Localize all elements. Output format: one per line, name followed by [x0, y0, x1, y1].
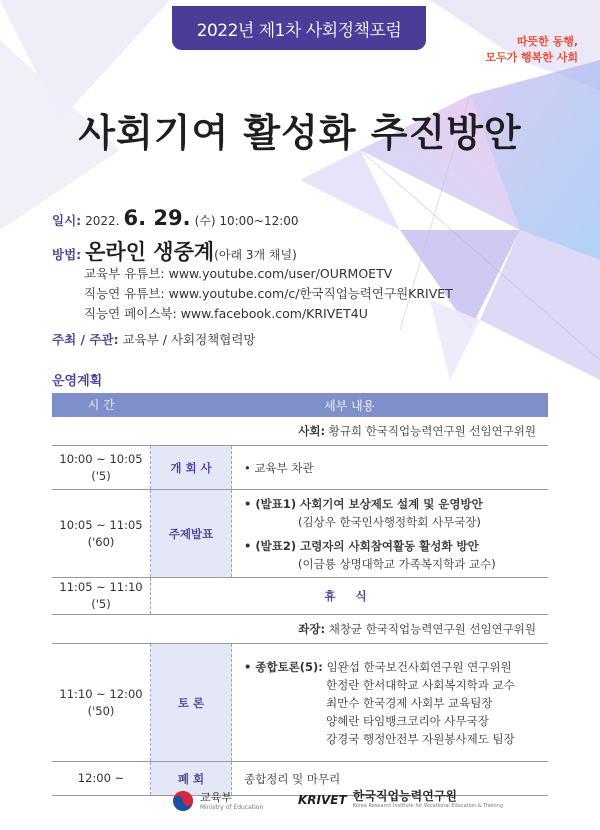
time-cell: [52, 578, 151, 615]
panelist-0: 임완섭 한국보건사회연구원 연구위원: [326, 659, 512, 674]
date-year: 2022.: [85, 214, 120, 228]
krivet-mark: KRIVET: [298, 792, 347, 807]
krivet-logo: [298, 790, 503, 809]
section-title: 운영계획: [52, 374, 103, 389]
panelist-3: 양혜란 타임뱅크코리아 사무국장: [326, 713, 489, 728]
presenter-1: (김상우 한국인사행정학회 사무국장): [298, 514, 481, 529]
host-line: [52, 330, 255, 348]
moe-name: 교육부: [200, 790, 232, 804]
method-label: 방법:: [52, 247, 82, 262]
time-range: 11:10 ~ 12:00: [59, 686, 143, 701]
method-note: (아래 3개 채널): [214, 248, 297, 262]
panelist-1: 한정란 한서대학교 사회복지학과 교수: [326, 677, 515, 692]
duration: ('5): [91, 597, 111, 611]
date-line: [52, 206, 299, 230]
duration: ('60): [87, 534, 115, 549]
presentation-1: • (발표1) 사회기여 보상제도 설계 및 운영방안: [244, 496, 483, 511]
detail-cell: [232, 644, 549, 762]
table-row: [52, 417, 548, 446]
host-value: 교육부 / 사회정책협력망: [122, 332, 256, 347]
detail-cell: • 교육부 차관: [232, 446, 549, 490]
header-time: 시 간: [52, 393, 151, 417]
slogan-line-2: 모두가 행복한 사회: [485, 51, 578, 64]
table-row: [52, 578, 548, 615]
type-cell: 주제발표: [151, 490, 232, 578]
duration: ('5): [91, 468, 111, 483]
moe-name-en: Ministry of Education: [200, 803, 264, 811]
chair1-value: 황규희 한국직업능력연구원 선임연구위원: [328, 424, 536, 438]
schedule-table: [52, 393, 548, 796]
presenter-2: (이금룡 상명대학교 가족복지학과 교수): [298, 556, 496, 571]
time-cell: [52, 446, 151, 490]
channel-moe-youtube[interactable]: 교육부 유튜브: www.youtube.com/user/OURMOETV: [84, 266, 393, 281]
detail-cell: [232, 490, 549, 578]
moe-logo: [172, 790, 263, 812]
date-time: (수) 10:00~12:00: [194, 214, 299, 228]
forum-banner: 2022년 제1차 사회정책포럼: [172, 6, 426, 50]
header-detail: 세부 내용: [151, 393, 549, 417]
table-row: [52, 490, 548, 578]
table-row: [52, 644, 548, 762]
break-cell: 휴 식: [151, 578, 549, 615]
time-cell: [52, 490, 151, 578]
detail-cell: 종합정리 및 마무리: [232, 762, 549, 796]
type-cell: 토 론: [151, 644, 232, 762]
slogan-line-1: 따뜻한 동행,: [516, 35, 578, 48]
date-label: 일시:: [52, 213, 82, 228]
page-title: 사회기여 활성화 추진방안: [78, 111, 522, 155]
type-cell: 폐 회: [151, 762, 232, 796]
time-range: 10:00 ~ 10:05: [59, 451, 143, 466]
panelist-4: 강경국 행정안전부 자원봉사제도 팀장: [326, 731, 515, 746]
table-row: [52, 446, 548, 490]
time-range: 11:05 ~ 11:10: [59, 580, 143, 594]
chair1-label: 사회:: [298, 424, 326, 438]
chair2-label: 좌장:: [298, 622, 326, 636]
time-range: 10:05 ~ 11:05: [59, 517, 143, 532]
panelist-2: 최만수 한국경제 사회부 교육팀장: [326, 695, 493, 710]
method-value: 온라인 생중계: [85, 240, 215, 264]
date-month-day: 6. 29.: [123, 206, 191, 230]
chair2-value: 채창균 한국직업능력연구원 선임연구위원: [328, 622, 536, 636]
time-cell: [52, 644, 151, 762]
table-row: [52, 615, 548, 644]
taeguk-icon: [172, 790, 194, 812]
presentation-2: • (발표2) 고령자의 사회참여활동 활성화 방안: [244, 538, 479, 553]
type-cell: 개 회 사: [151, 446, 232, 490]
slogan: [485, 34, 578, 66]
method-line: [52, 236, 297, 266]
channel-krivet-youtube[interactable]: 직능연 유튜브: www.youtube.com/c/한국직업능력연구원KRIVET: [84, 286, 453, 301]
panel-lead: [244, 658, 547, 676]
time-cell: 12:00 ~: [52, 762, 151, 796]
krivet-name: 한국직업능력연구원: [352, 789, 458, 803]
table-header-row: [52, 393, 548, 417]
krivet-name-en: Korea Research Institute for Vocational Education & Training: [352, 803, 504, 809]
panel-lead-label: • 종합토론(5):: [244, 659, 323, 674]
channel-krivet-facebook[interactable]: 직능연 페이스북: www.facebook.com/KRIVET4U: [84, 306, 368, 321]
host-label: 주최 / 주관:: [52, 332, 119, 347]
duration: ('50): [87, 703, 115, 718]
